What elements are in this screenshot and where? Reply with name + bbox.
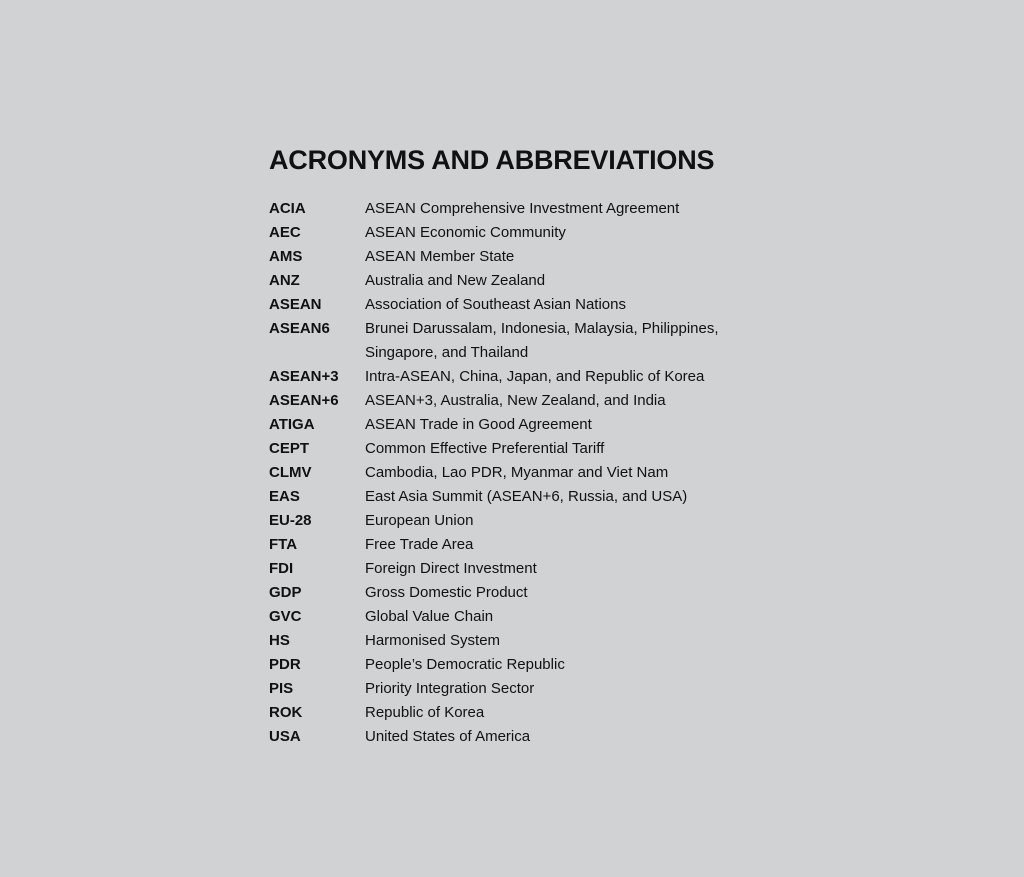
definition: ASEAN Trade in Good Agreement [365, 416, 592, 433]
acronym: GDP [269, 584, 302, 601]
acronym: HS [269, 632, 290, 649]
definition: People’s Democratic Republic [365, 656, 565, 673]
acronym: GVC [269, 608, 302, 625]
list-item [269, 485, 789, 509]
acronym: ASEAN+3 [269, 368, 339, 385]
definition: Republic of Korea [365, 704, 485, 721]
acronym: ASEAN [269, 296, 322, 313]
list-item [269, 269, 789, 293]
page-title: ACRONYMS AND ABBREVIATIONS [269, 145, 715, 175]
definition: ASEAN Economic Community [365, 224, 566, 241]
list-item [269, 461, 789, 485]
definition: ASEAN+3, Australia, New Zealand, and India [365, 392, 666, 409]
definition: Priority Integration Sector [365, 680, 535, 697]
definition: Brunei Darussalam, Indonesia, Malaysia, Philippines, Singapore, and Thailand [365, 320, 719, 361]
definition: Global Value Chain [365, 608, 494, 625]
list-item [269, 533, 789, 557]
acronym: AMS [269, 248, 303, 265]
acronym: AEC [269, 224, 301, 241]
definition: Gross Domestic Product [365, 584, 528, 601]
acronym: PIS [269, 680, 294, 697]
acronym: CLMV [269, 464, 312, 481]
acronym-list [269, 197, 789, 749]
acronym: ATIGA [269, 416, 315, 433]
list-item [269, 581, 789, 605]
list-item [269, 701, 789, 725]
definition: Harmonised System [365, 632, 501, 649]
list-item [269, 365, 789, 389]
acronym: ASEAN+6 [269, 392, 339, 409]
list-item [269, 317, 789, 365]
acronym: FDI [269, 560, 294, 577]
acronym: ASEAN6 [269, 320, 330, 337]
acronym: ROK [269, 704, 303, 721]
acronym: ACIA [269, 200, 306, 217]
list-item [269, 557, 789, 581]
acronym: PDR [269, 656, 301, 673]
acronyms-page [269, 143, 789, 749]
list-item [269, 197, 789, 221]
acronym: EAS [269, 488, 300, 505]
list-item [269, 629, 789, 653]
definition: Foreign Direct Investment [365, 560, 537, 577]
acronym: CEPT [269, 440, 310, 457]
acronym: FTA [269, 536, 298, 553]
definition: Australia and New Zealand [365, 272, 546, 289]
list-item [269, 389, 789, 413]
definition: Cambodia, Lao PDR, Myanmar and Viet Nam [365, 464, 669, 481]
list-item [269, 509, 789, 533]
acronym: EU-28 [269, 512, 312, 529]
list-item [269, 725, 789, 749]
definition: Association of Southeast Asian Nations [365, 296, 626, 313]
list-item [269, 413, 789, 437]
definition: United States of America [365, 728, 531, 745]
list-item [269, 605, 789, 629]
definition: ASEAN Member State [365, 248, 515, 265]
definition: European Union [365, 512, 474, 529]
list-item [269, 221, 789, 245]
definition: Free Trade Area [365, 536, 474, 553]
definition: ASEAN Comprehensive Investment Agreement [365, 200, 680, 217]
list-item [269, 293, 789, 317]
list-item [269, 677, 789, 701]
acronym: USA [269, 728, 301, 745]
list-item [269, 653, 789, 677]
definition: Intra-ASEAN, China, Japan, and Republic of Korea [365, 368, 705, 385]
acronym: ANZ [269, 272, 300, 289]
list-item [269, 437, 789, 461]
definition: East Asia Summit (ASEAN+6, Russia, and USA) [365, 488, 688, 505]
list-item [269, 245, 789, 269]
definition: Common Effective Preferential Tariff [365, 440, 605, 457]
